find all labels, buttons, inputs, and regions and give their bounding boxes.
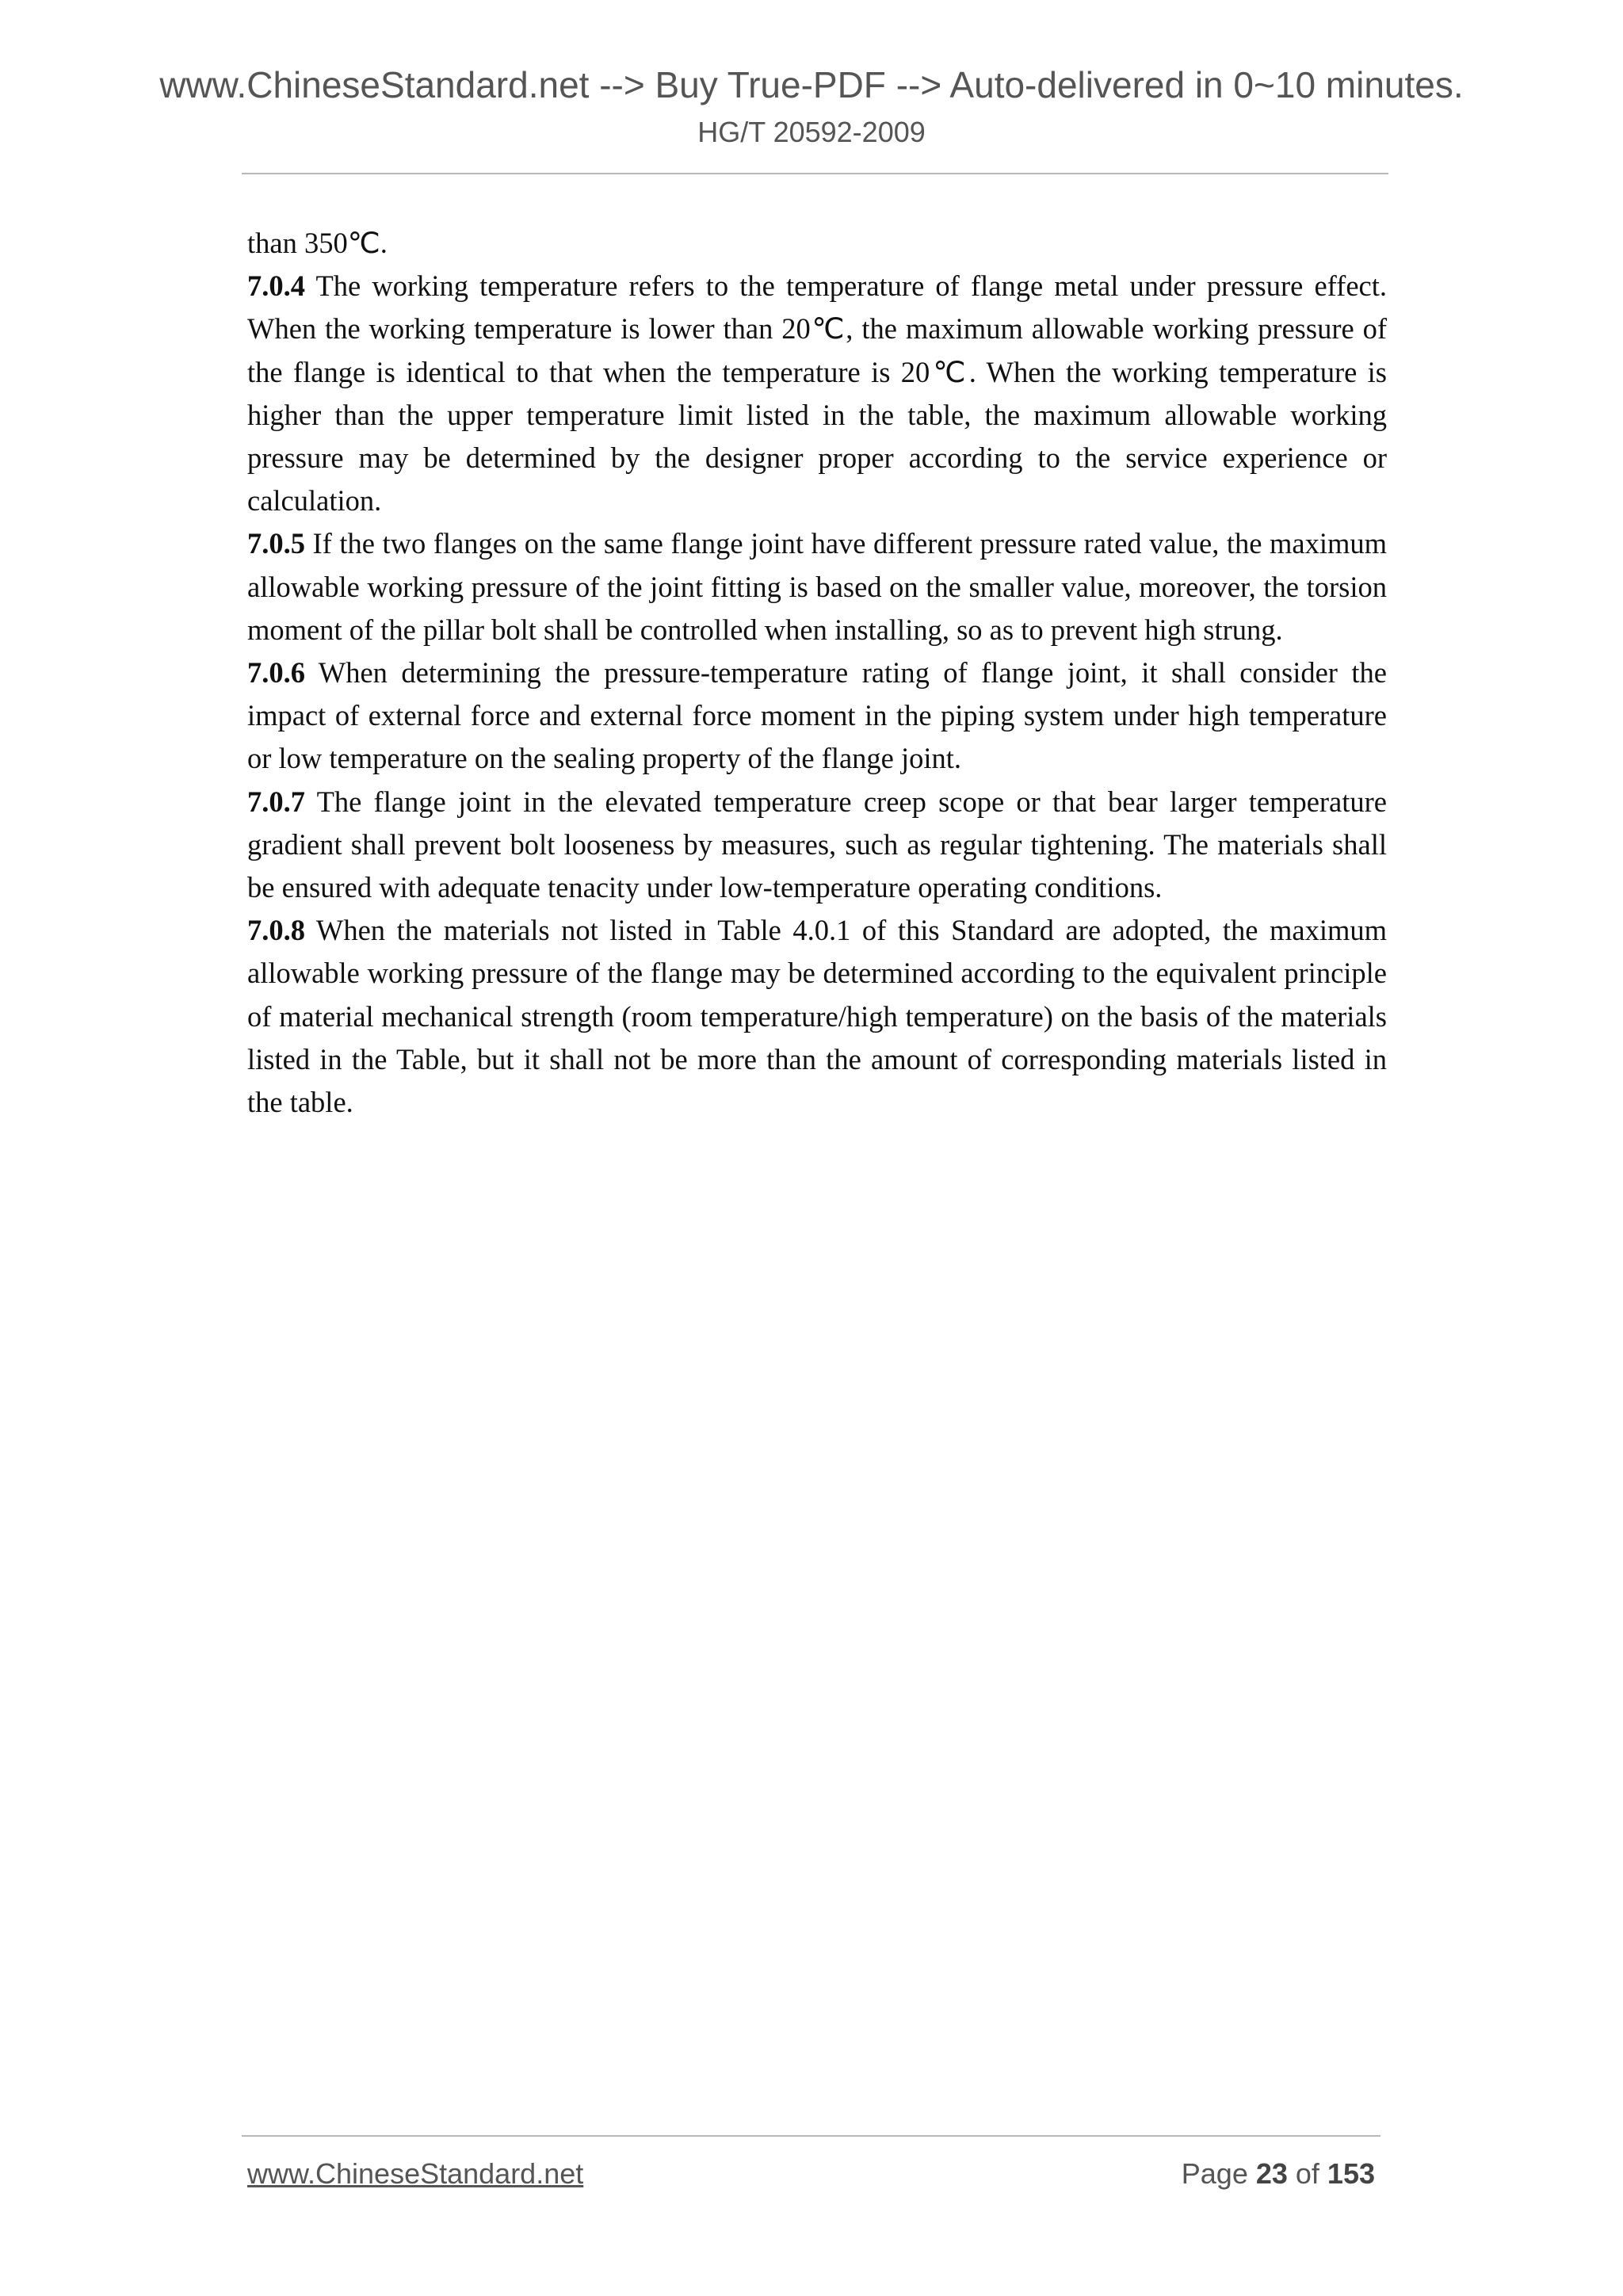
clause-7-0-8 (247, 909, 1387, 1124)
page-current: 23 (1255, 2157, 1288, 2190)
clause-7-0-6 (247, 651, 1387, 781)
continuation-text: than 350℃. (247, 227, 388, 259)
page-total: 153 (1327, 2157, 1375, 2190)
header-divider (242, 173, 1388, 174)
clause-number: 7.0.5 (247, 527, 305, 560)
clause-7-0-4 (247, 265, 1387, 522)
clause-text: When the materials not listed in Table 4.0.1 of this Standard are adopted, the maximum allowable working pressure of the flange may be determined according to the equivalent principle of material mechanical strength (room temperature/high temperature) on the basis of the materials listed in the Table, but it shall not be more than the amount of corresponding materials listed in the table. (247, 914, 1387, 1119)
standard-code: HG/T 20592-2009 (697, 116, 926, 148)
page-prefix: Page (1181, 2157, 1256, 2190)
clause-text: When determining the pressure-temperature rating of flange joint, it shall consider the impact of external force and external force moment in the piping system under high temperature or low temperature on the sealing property of the flange joint. (247, 656, 1387, 775)
clause-text: The flange joint in the elevated temperature creep scope or that bear larger temperature gradient shall prevent bolt looseness by measures, such as regular tightening. The materials shall be ensured with adequate tenacity under low-temperature operating conditions. (247, 785, 1387, 904)
clause-number: 7.0.8 (247, 914, 305, 947)
clause-number: 7.0.6 (247, 656, 305, 690)
footer-divider (242, 2135, 1381, 2137)
clause-text: The working temperature refers to the temperature of flange metal under pressure effect. When the working temperature is lower than 20℃, the maximum allowable working pressure of the flange is identical to that when the temperature is 20℃. When the working temperature is higher than the upper temperature limit listed in the table, the maximum allowable working pressure may be determined by the designer proper according to the service experience or calculation. (247, 269, 1387, 518)
page-number (1182, 2157, 1375, 2191)
clause-7-0-5 (247, 522, 1387, 651)
header-banner: www.ChineseStandard.net --> Buy True-PDF --> Auto-delivered in 0~10 minutes. (159, 64, 1464, 105)
document-body (247, 222, 1387, 1124)
clause-text: If the two flanges on the same flange joint have different pressure rated value, the maximum allowable working pressure of the joint fitting is based on the smaller value, moreover, the torsion moment of the pillar bolt shall be controlled when installing, so as to prevent high strung. (247, 527, 1387, 646)
clause-number: 7.0.7 (247, 785, 305, 818)
page-of: of (1287, 2157, 1327, 2190)
clause-7-0-7 (247, 781, 1387, 910)
footer-site-link[interactable]: www.ChineseStandard.net (247, 2157, 584, 2190)
clause-number: 7.0.4 (247, 269, 305, 303)
